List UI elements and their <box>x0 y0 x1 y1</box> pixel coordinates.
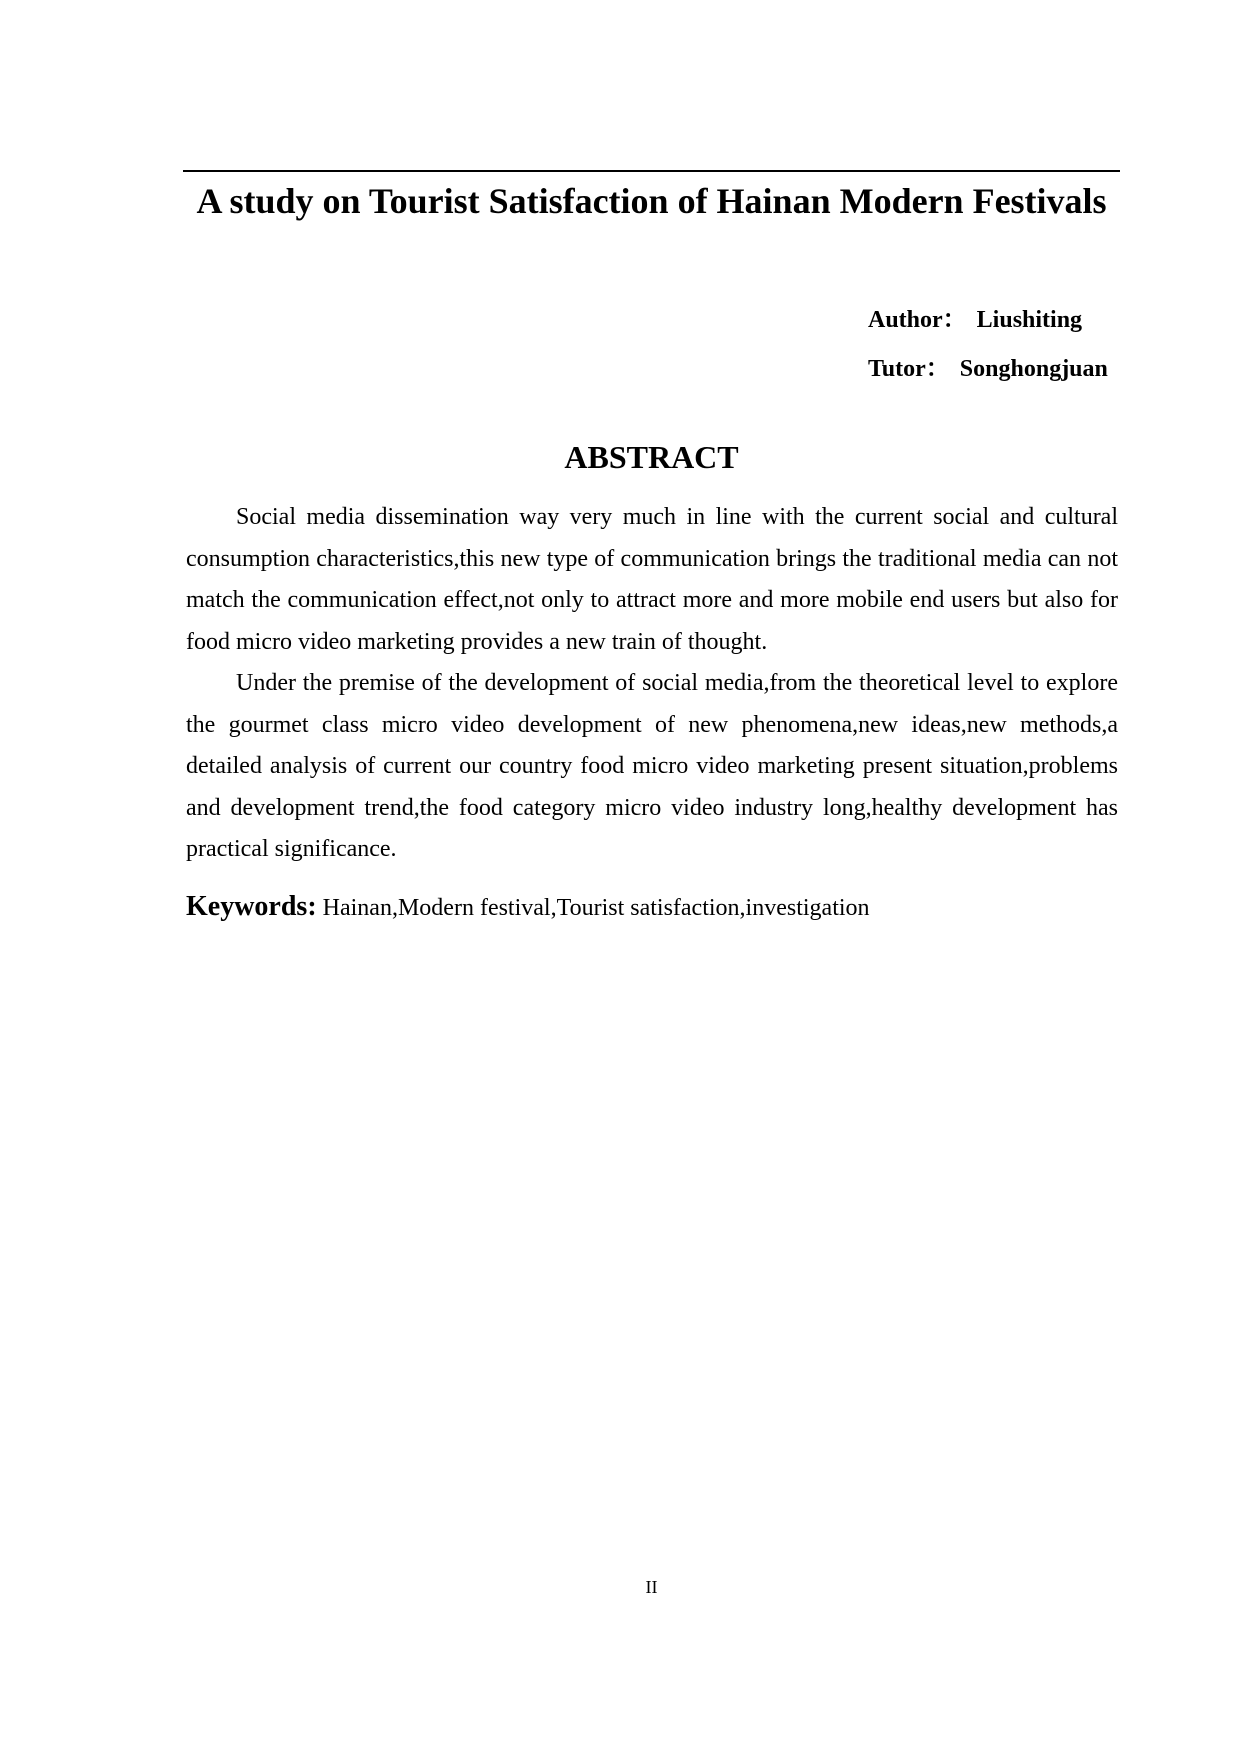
tutor-name: Songhongjuan <box>959 356 1108 382</box>
keywords-line <box>186 890 1118 925</box>
tutor-label: Tutor： <box>868 356 950 382</box>
author-label: Author： <box>868 307 967 333</box>
author-line <box>868 305 1082 335</box>
abstract-body <box>186 497 1118 871</box>
abstract-paragraph-1: Social media dissemination way very much in line with the current social and cultural consumption characteristics,this new type of communication brings the traditional media can not match the communication effect,not only to attract more and more mobile end users but also for food micro video marketing provides a new train of thought. <box>186 504 1118 655</box>
page-number: II <box>645 1577 658 1597</box>
keywords-value: Hainan,Modern festival,Tourist satisfaction,investigation <box>322 895 870 921</box>
paper-title: A study on Tourist Satisfaction of Hainan Modern Festivals <box>196 181 1107 221</box>
abstract-paragraph-2: Under the premise of the development of social media,from the theoretical level to explore the gourmet class micro video development of new phenomena,new ideas,new methods,a detailed analysis of current our country food micro video marketing present situation,problems and development trend,the food category micro video industry long,healthy development has practical significance. <box>186 670 1118 862</box>
title-top-rule <box>183 170 1120 172</box>
author-name: Liushiting <box>976 307 1083 333</box>
keywords-label: Keywords: <box>186 891 317 922</box>
abstract-heading: ABSTRACT <box>564 439 739 475</box>
tutor-line <box>868 354 1108 384</box>
